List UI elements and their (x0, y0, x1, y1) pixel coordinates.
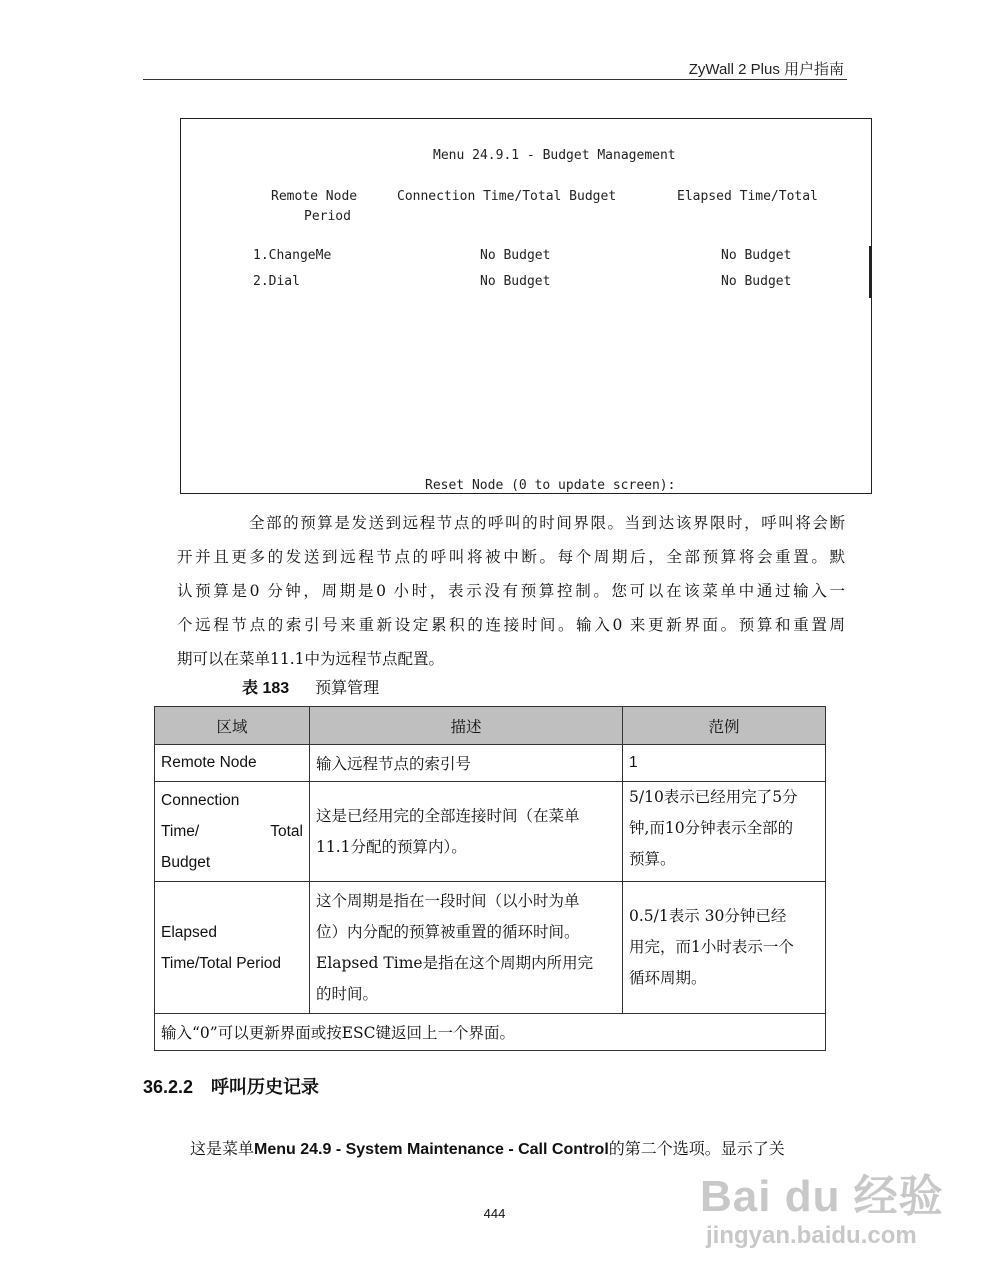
terminal-scrollbar[interactable] (869, 246, 871, 298)
table-cell-example: 1 (623, 745, 826, 782)
cell-line: Elapsed (161, 923, 218, 941)
watermark-brand: Bai du 经验 (700, 1172, 944, 1221)
bottom-suffix: 的第二个选项。显示了关 (608, 1139, 785, 1158)
paragraph-line: 认预算是0 分钟，周期是0 小时，表示没有预算控制。您可以在该菜单中通过输入一 (177, 582, 845, 600)
terminal-row-2-elapsed: No Budget (721, 274, 792, 289)
cell-word: Time/ (161, 823, 200, 840)
cell-line: 的时间。 (316, 984, 379, 1003)
table-header-row (155, 707, 826, 745)
cell-line: Connection (161, 792, 240, 809)
terminal-screen (180, 118, 872, 494)
cell-line: 循环周期。 (629, 969, 707, 987)
bottom-prefix: 这是菜单 (190, 1139, 255, 1158)
terminal-row-1-budget: No Budget (480, 248, 551, 263)
cell-line: 这是已经用完的全部连接时间（在菜单 (316, 806, 580, 825)
table-row (155, 745, 826, 782)
header-divider (143, 79, 847, 80)
terminal-col-period: Period (304, 209, 351, 224)
cell-word: Total (270, 823, 303, 840)
cell-line: 11.1分配的预算内）。 (316, 837, 467, 856)
table-cell-example (623, 782, 826, 882)
table-cell-field: Remote Node (155, 745, 310, 782)
table-caption-title: 预算管理 (315, 678, 380, 697)
cell-line: 用完，而1小时表示一个 (629, 938, 794, 956)
body-paragraph (177, 506, 845, 676)
table-row (155, 782, 826, 882)
bottom-menu-name: Menu 24.9 - System Maintenance - Call Control (254, 1141, 609, 1158)
table-caption (242, 675, 379, 698)
cell-line: Budget (161, 854, 211, 871)
header-title: ZyWall 2 Plus 用户指南 (688, 61, 844, 78)
table-cell-description (310, 882, 623, 1014)
table-caption-number: 表 183 (242, 680, 290, 697)
cell-line: 这个周期是指在一段时间（以小时为单 (316, 891, 580, 910)
cell-line: 5/10表示已经用完了5分 (629, 788, 798, 806)
table-cell-field (155, 782, 310, 882)
terminal-row-2-budget: No Budget (480, 274, 551, 289)
paragraph-line: 全部的预算是发送到远程节点的呼叫的时间界限。当到达该界限时，呼叫将会断 (249, 514, 845, 532)
baidu-watermark (700, 1160, 960, 1270)
cell-line: 位）内分配的预算被重置的循环时间。 (316, 922, 580, 941)
cell-line: 预算。 (629, 850, 676, 868)
table-header-example: 范例 (623, 707, 826, 745)
terminal-prompt[interactable]: Reset Node (0 to update screen): (425, 478, 676, 493)
cell-line: Elapsed Time是指在这个周期内所用完 (316, 953, 594, 972)
paragraph-line: 个远程节点的索引号来重新设定累积的连接时间。输入0 来更新界面。预算和重置周 (177, 616, 845, 634)
section-number: 36.2.2 (143, 1077, 194, 1097)
terminal-col-remote-node: Remote Node (271, 189, 358, 204)
table-header-field: 区域 (155, 707, 310, 745)
table-row (155, 882, 826, 1014)
budget-spec-table (154, 706, 826, 1051)
table-footer-note: 输入“0”可以更新界面或按ESC键返回上一个界面。 (155, 1014, 826, 1051)
cell-line: Time/Total Period (161, 954, 282, 972)
terminal-row-1-name: 1.ChangeMe (253, 248, 332, 263)
terminal-col-connection: Connection Time/Total Budget (397, 189, 617, 204)
terminal-title: Menu 24.9.1 - Budget Management (433, 148, 676, 163)
terminal-row-2-name: 2.Dial (253, 274, 300, 289)
cell-line (161, 816, 303, 847)
table-cell-field (155, 882, 310, 1014)
table-cell-example (623, 882, 826, 1014)
paragraph-line: 开并且更多的发送到远程节点的呼叫将被中断。每个周期后，全部预算将会重置。默 (177, 548, 845, 566)
bottom-paragraph (190, 1136, 785, 1159)
terminal-col-elapsed: Elapsed Time/Total (677, 189, 818, 204)
table-footer-row (155, 1014, 826, 1051)
paragraph-line: 期可以在菜单11.1中为远程节点配置。 (177, 650, 445, 668)
section-heading (143, 1073, 319, 1099)
cell-line: 钟,而10分钟表示全部的 (629, 819, 794, 837)
watermark-url: jingyan.baidu.com (706, 1222, 917, 1249)
terminal-row-1-elapsed: No Budget (721, 248, 792, 263)
section-title: 呼叫历史记录 (211, 1077, 320, 1098)
table-cell-description (310, 782, 623, 882)
page-number: 444 (483, 1206, 506, 1221)
table-header-description: 描述 (310, 707, 623, 745)
cell-line: 0.5/1表示 30分钟已经 (629, 907, 787, 925)
table-cell-description: 输入远程节点的索引号 (310, 745, 623, 782)
